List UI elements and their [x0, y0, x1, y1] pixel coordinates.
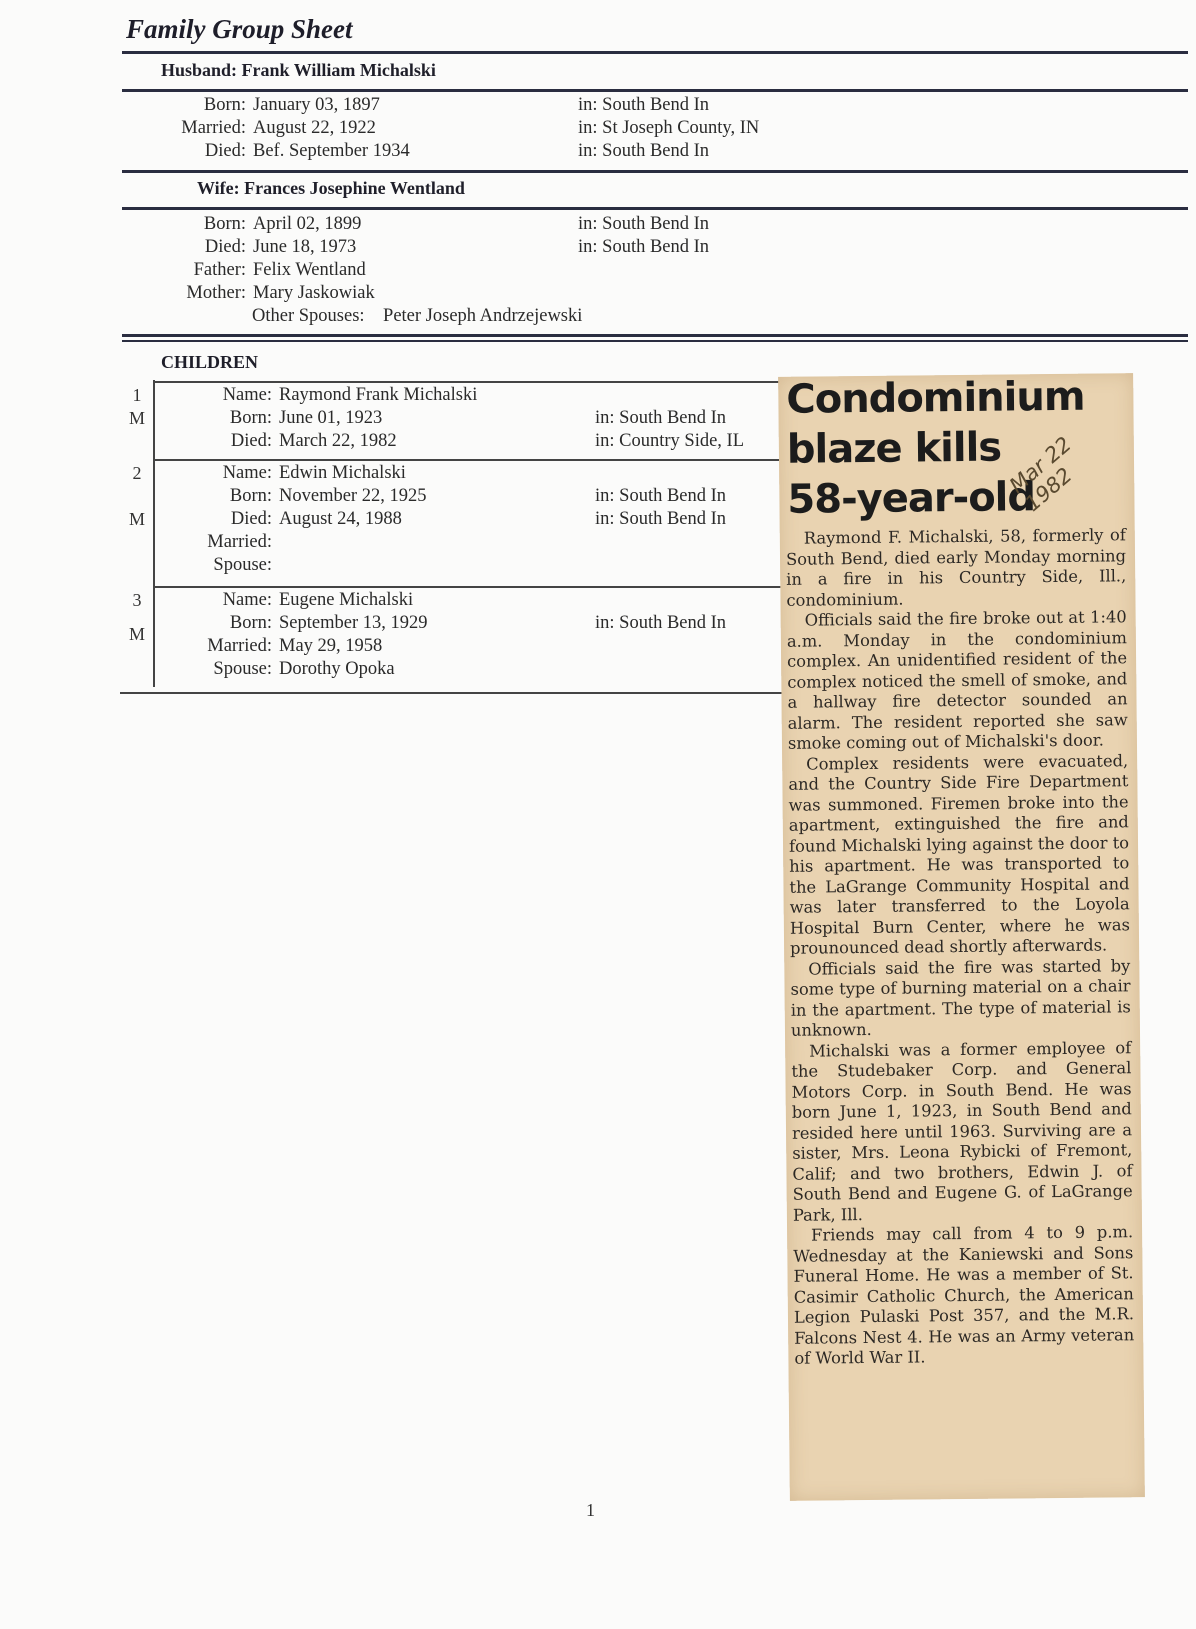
child-fact-value: Eugene Michalski [279, 590, 414, 610]
top-rule [122, 51, 1188, 54]
children-num-divider [153, 380, 155, 687]
child-fact-place: in: South Bend In [595, 613, 727, 633]
child-fact-value: September 13, 1929 [279, 613, 428, 633]
child-fact-label: Born: [229, 613, 272, 633]
article-paragraph: Raymond F. Michalski, 58, formerly of South Bend, died early Monday morning in a fire in his Country Side, Ill., condominium. [785, 525, 1127, 610]
child-fact-label: Married: [207, 532, 272, 552]
child-number: 1 [132, 385, 142, 405]
wife-fact-value: Mary Jaskowiak [253, 283, 375, 303]
wife-fact-place: in: South Bend In [578, 237, 710, 257]
husband-fact-place: in: South Bend In [578, 95, 710, 115]
child-fact-label: Born: [229, 408, 272, 428]
child-fact-value: Raymond Frank Michalski [279, 385, 478, 405]
wife-fact-place: in: South Bend In [578, 214, 710, 234]
page-title: Family Group Sheet [126, 14, 353, 44]
child-number: 2 [132, 463, 142, 483]
child-row-rule [153, 586, 793, 588]
wife-fact-label: Died: [204, 237, 246, 257]
article-paragraph: Officials said the fire was started by some type of burning material on a chair in the apartment. The type of material is unknown. [790, 955, 1131, 1040]
children-bottom-rule [120, 692, 793, 694]
husband-fact-label: Born: [203, 95, 246, 115]
child-row-rule [153, 459, 793, 461]
wife-header [197, 178, 465, 199]
husband-rule [122, 89, 1188, 92]
husband-fact-label: Died: [204, 141, 246, 161]
wife-fact-label: Father: [193, 260, 246, 280]
child-fact-value: June 01, 1923 [279, 408, 383, 428]
wife-label: Wife: [197, 178, 240, 198]
article-paragraph: Officials said the fire broke out at 1:40 a.m. Monday in the condominium complex. An unidentified resident of the complex noticed the smell of smoke, and a hallway fire detector sounded an alarm. The resident reported she saw smoke coming out of Michalski's door. [786, 607, 1128, 753]
child-fact-place: in: South Bend In [595, 486, 727, 506]
child-fact-label: Name: [222, 590, 272, 610]
child-fact-place: in: Country Side, IL [595, 431, 745, 451]
husband-fact-place: in: South Bend In [578, 141, 710, 161]
children-top-rule [122, 334, 1188, 337]
child-fact-label: Spouse: [213, 659, 272, 679]
children-header: CHILDREN [161, 352, 259, 372]
husband-fact-value: Bef. September 1934 [253, 141, 410, 161]
other-spouses [252, 306, 582, 327]
child-fact-label: Died: [230, 509, 272, 529]
wife-fact-label: Born: [203, 214, 246, 234]
husband-fact-place: in: St Joseph County, IN [578, 118, 760, 138]
child-fact-place: in: South Bend In [595, 408, 727, 428]
child-fact-value: May 29, 1958 [279, 636, 383, 656]
headline-line-3: 58-year-old [787, 474, 1036, 523]
child-fact-label: Died: [230, 431, 272, 451]
article-paragraph: Michalski was a former employee of the Studebaker Corp. and General Motors Corp. in South Bend. He was born June 1, 1923, in South Bend and resided here until 1963. Surviving are a sister, Mrs. Leona Rybicki of Fremont, Calif; and two brothers, Edwin J. of South Bend and Eugene G. of LaGrange Park, Ill. [791, 1037, 1133, 1225]
child-fact-label: Spouse: [213, 555, 272, 575]
child-fact-value: Edwin Michalski [279, 463, 406, 483]
child-fact-label: Name: [222, 463, 272, 483]
child-fact-label: Name: [222, 385, 272, 405]
wife-top-rule [122, 170, 1188, 173]
page-number: 1 [586, 1500, 595, 1520]
wife-fact-value: June 18, 1973 [253, 237, 357, 257]
headline-line-1: Condominium [786, 373, 1085, 423]
child-row-rule [153, 381, 793, 383]
husband-name: Frank William Michalski [241, 60, 436, 80]
wife-fact-label: Mother: [186, 283, 246, 303]
child-fact-label: Born: [229, 486, 272, 506]
clipping-article [786, 525, 1135, 1369]
child-fact-place: in: South Bend In [595, 509, 727, 529]
child-fact-value: August 24, 1988 [279, 509, 402, 529]
wife-rule [122, 207, 1188, 210]
child-sex: M [128, 408, 145, 428]
handwritten-date: Mar 22 1982 [1004, 432, 1077, 517]
husband-header [161, 60, 436, 81]
newspaper-clipping [778, 373, 1145, 1501]
child-sex: M [128, 509, 145, 529]
husband-fact-label: Married: [181, 118, 246, 138]
husband-label: Husband: [161, 60, 238, 80]
child-number: 3 [132, 590, 142, 610]
child-fact-value: November 22, 1925 [279, 486, 427, 506]
article-paragraph: Friends may call from 4 to 9 p.m. Wednesday at the Kaniewski and Sons Funeral Home. He was a member of St. Casimir Catholic Church, the American Legion Pulaski Post 357, and the M.R. Falcons Nest 4. He was an Army veteran of World War II. [793, 1222, 1135, 1368]
husband-fact-value: August 22, 1922 [253, 118, 376, 138]
other-spouses-value: Peter Joseph Andrzejewski [383, 306, 583, 326]
headline-line-2: blaze kills [786, 424, 1002, 473]
wife-fact-value: April 02, 1899 [253, 214, 362, 234]
child-fact-value: Dorothy Opoka [279, 659, 395, 679]
children-top-rule-thin [122, 340, 1188, 342]
other-spouses-label: Other Spouses: [252, 306, 365, 326]
wife-fact-value: Felix Wentland [253, 260, 366, 280]
article-paragraph: Complex residents were evacuated, and the Country Side Fire Department was summoned. Firemen broke into the apartment, extinguished the fire and found Michalski lying against the door to his apartment. He was transported to the LaGrange Community Hospital and was later transferred to the Loyola Hospital Burn Center, where he was prounounced dead shortly afterwards. [788, 750, 1130, 958]
child-fact-label: Married: [207, 636, 272, 656]
child-sex: M [128, 624, 145, 644]
wife-name: Frances Josephine Wentland [244, 178, 465, 198]
child-fact-value: March 22, 1982 [279, 431, 397, 451]
husband-fact-value: January 03, 1897 [253, 95, 380, 115]
